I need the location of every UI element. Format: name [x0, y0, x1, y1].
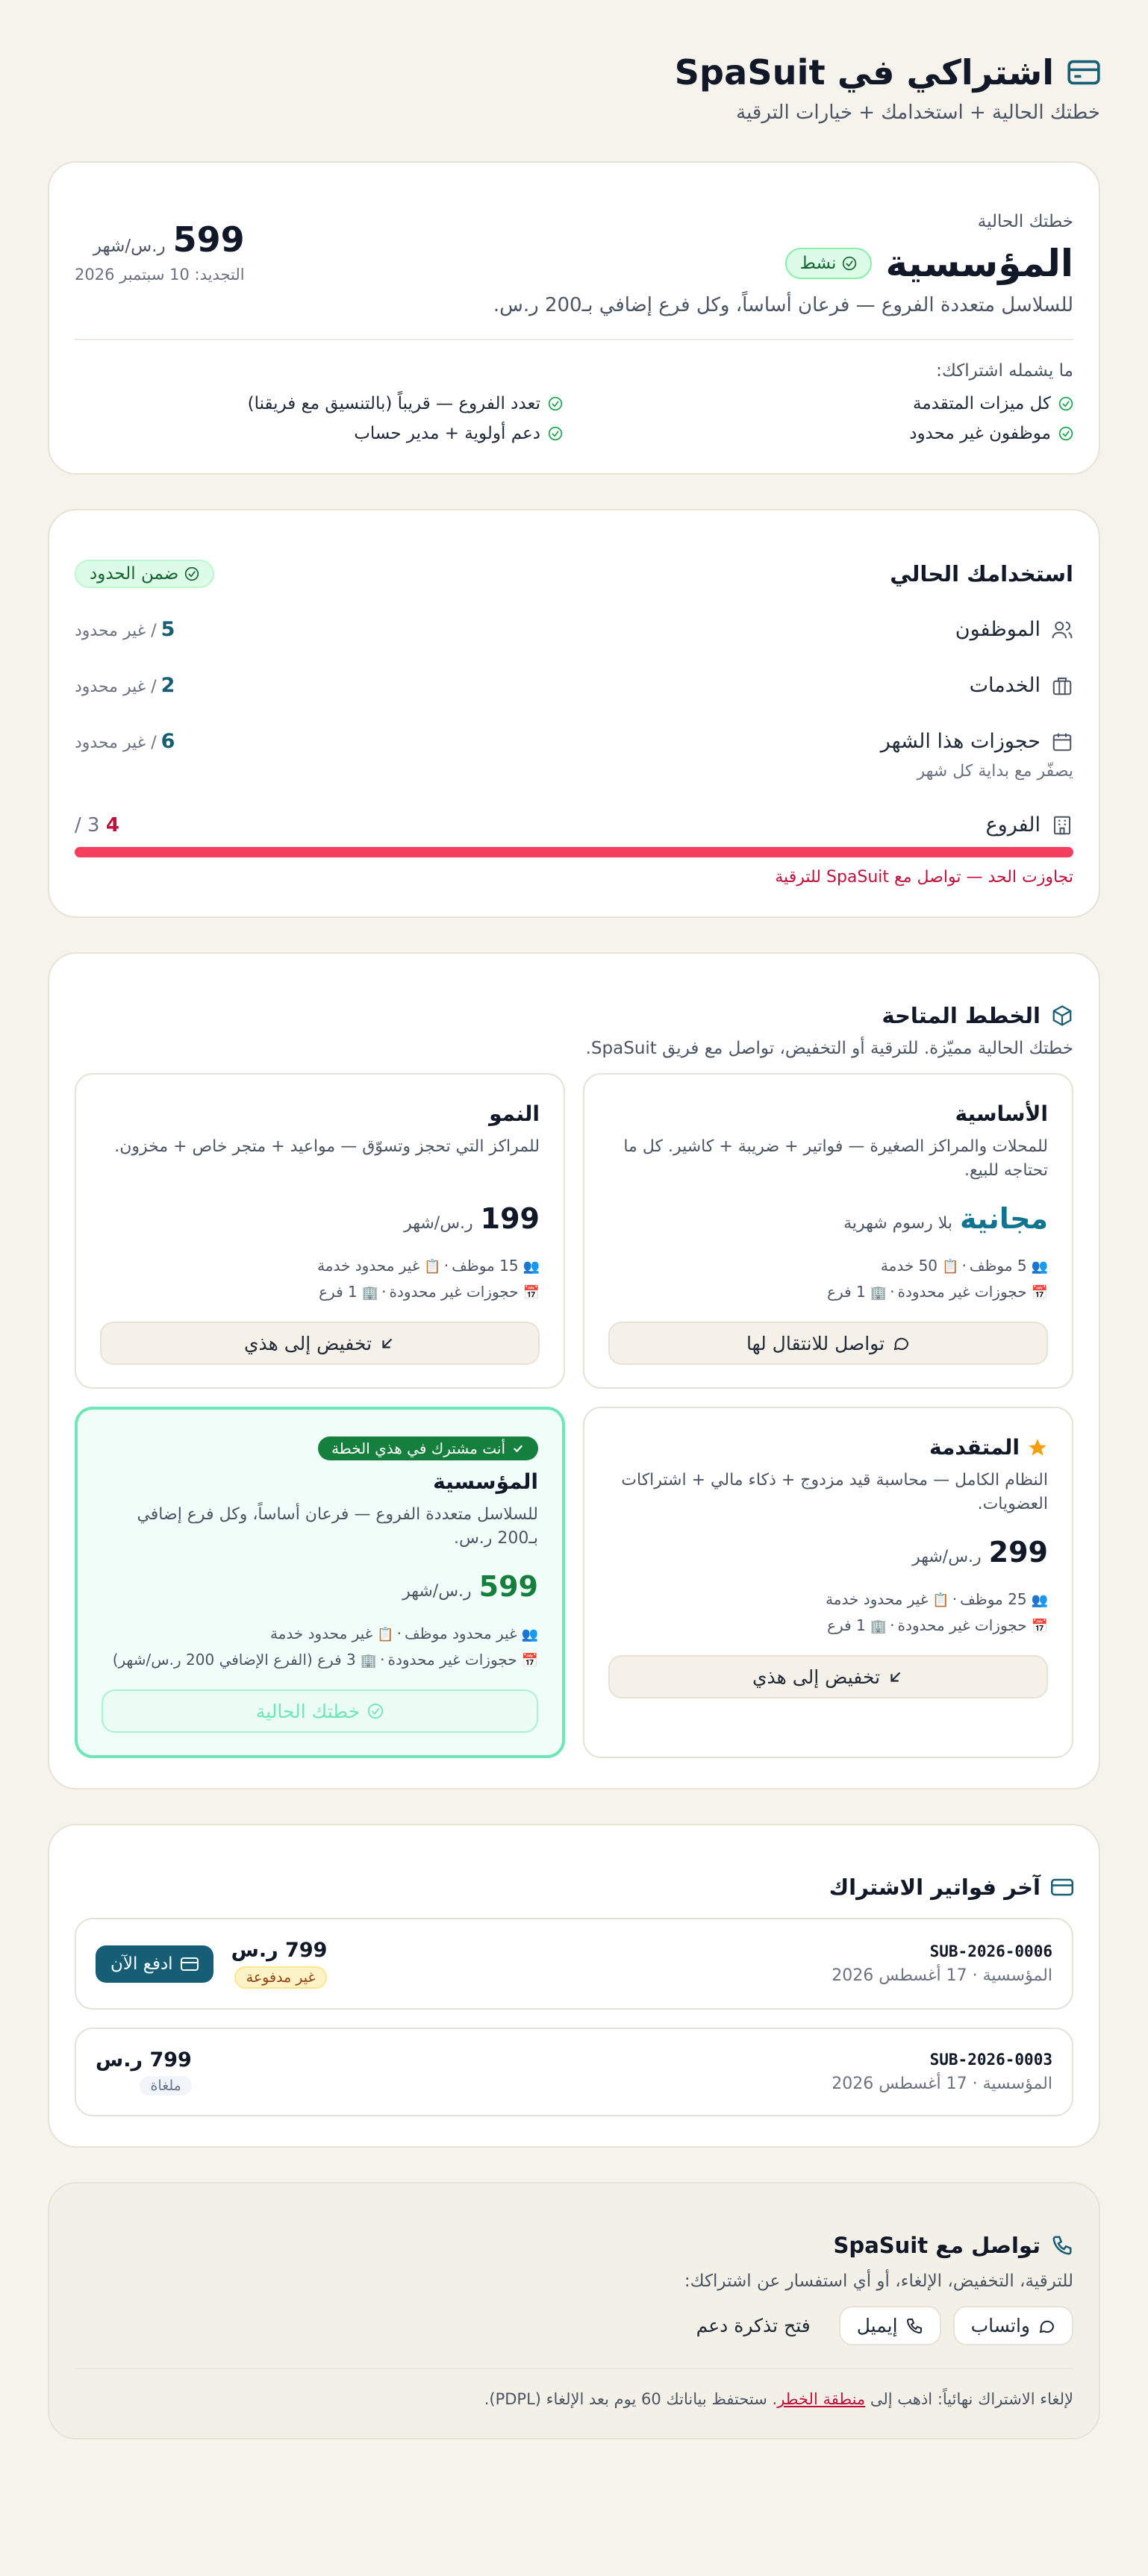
- page-header: [48, 52, 1100, 93]
- plan-card-growth: [75, 1073, 565, 1389]
- credit-card-icon: [181, 1957, 199, 1972]
- feature-label: موظفون غير محدود: [909, 424, 1051, 443]
- button-label: تخفيض إلى هذي: [752, 1666, 881, 1688]
- arrow-down-left-icon: [887, 1669, 904, 1685]
- contact-subtitle: للترقية، التخفيض، الإلغاء، أو أي استفسار عن اشتراكك:: [684, 2272, 1073, 2291]
- plan-limit-bookings: حجوزات غير محدودة: [387, 1651, 517, 1669]
- clipboard-icon: 📋: [942, 1259, 959, 1275]
- plan-limits: 👥غير محدود موظف·📋غير محدود خدمة 📅حجوزات غير محدودة·🏢3 فرع (الفرع الإضافي 200 ر.س/شهر): [112, 1625, 538, 1669]
- contact-title-label: تواصل مع SpaSuit: [833, 2233, 1041, 2258]
- usage-count: 2: [160, 674, 175, 697]
- price-amount: 599: [172, 219, 245, 260]
- briefcase-icon: [1051, 675, 1073, 697]
- feature-label: تعدد الفروع — قريباً (بالتنسيق مع فريقنا): [247, 394, 540, 413]
- current-plan-badge: [318, 1437, 538, 1460]
- invoice-number: SUB-2026-0006: [929, 1942, 1052, 1960]
- plan-name: المؤسسية: [433, 1469, 538, 1494]
- feature-list: [75, 394, 1073, 443]
- calendar-icon: 📅: [522, 1285, 540, 1301]
- plan-limit-staff: 25 موظف: [960, 1590, 1027, 1608]
- plan-limit-branches: 3 فرع (الفرع الإضافي 200 ر.س/شهر): [112, 1651, 356, 1669]
- plan-price-unit: بلا رسوم شهرية: [843, 1214, 952, 1233]
- cancel-note: [75, 2390, 1073, 2408]
- plans-subtitle: خطتك الحالية مميّزة. للترقية أو التخفيض، تواصل مع فريق SpaSuit.: [585, 1039, 1073, 1058]
- usage-label: الخدمات: [969, 674, 1041, 697]
- usage-label: الفروع: [985, 813, 1041, 837]
- current-plan-badge-label: أنت مشترك في هذي الخطة: [331, 1439, 505, 1457]
- check-circle-icon: [548, 396, 563, 411]
- plan-limit-services: غير محدود خدمة: [269, 1625, 373, 1642]
- invoice-row: [75, 1918, 1073, 2010]
- star-icon: [1027, 1437, 1048, 1458]
- usage-value: [75, 730, 175, 753]
- plan-limit-bookings: حجوزات غير محدودة: [897, 1616, 1027, 1634]
- plan-name: المتقدمة: [929, 1435, 1020, 1460]
- plan-limit-staff: غير محدود موظف: [404, 1625, 517, 1642]
- plan-description: للسلاسل متعددة الفروع — فرعان أساساً، وكل فرع إضافي بـ200 ر.س.: [137, 1505, 538, 1548]
- divider: [75, 2368, 1073, 2369]
- button-label: واتساب: [970, 2315, 1030, 2336]
- usage-row-branches: [75, 813, 1073, 837]
- downgrade-button[interactable]: [100, 1322, 540, 1365]
- usage-limit: / غير محدود: [75, 622, 157, 640]
- usage-value: [75, 674, 175, 697]
- plan-limit-services: 50 خدمة: [880, 1257, 938, 1275]
- calendar-icon: [1051, 731, 1073, 753]
- plan-price: مجانية: [959, 1202, 1048, 1235]
- plan-description: للمحلات والمراكز الصغيرة — فواتير + ضريبة + كاشير. كل ما تحتاجه للبيع.: [623, 1137, 1048, 1180]
- plan-card-basic: [583, 1073, 1073, 1389]
- usage-row-bookings: [75, 730, 1073, 753]
- plan-price-unit: ر.س/شهر: [912, 1548, 982, 1566]
- plan-limit-branches: 1 فرع: [827, 1283, 866, 1301]
- usage-count: 4: [105, 813, 119, 837]
- invoice-row: [75, 2028, 1073, 2116]
- plan-price: 199: [480, 1202, 540, 1235]
- plans-card: [48, 952, 1100, 1789]
- invoice-details: المؤسسية · 17 أغسطس 2026: [832, 1966, 1052, 1985]
- plans-title-label: الخطط المتاحة: [882, 1003, 1041, 1028]
- plan-limit-staff: 5 موظف: [969, 1257, 1027, 1275]
- check-circle-icon: [184, 566, 199, 581]
- usage-limit: / غير محدود: [75, 734, 157, 752]
- check-circle-icon: [1058, 396, 1073, 411]
- cancel-note-text-end: . ستحتفظ بياناتك 60 يوم بعد الإلغاء (PDPL).: [484, 2390, 778, 2408]
- contact-card: [48, 2182, 1100, 2439]
- plan-card-advanced: [583, 1407, 1073, 1758]
- chat-bubble-icon: [1038, 2317, 1055, 2335]
- plan-limit-branches: 1 فرع: [319, 1283, 358, 1301]
- clipboard-icon: 📋: [932, 1592, 949, 1608]
- invoice-amount: 799 ر.س: [231, 1939, 328, 1962]
- button-label: ادفع الآن: [110, 1954, 173, 1974]
- package-icon: [1051, 1004, 1073, 1027]
- price-unit: ر.س/شهر: [93, 237, 166, 256]
- credit-card-icon: [1051, 1878, 1073, 1897]
- calendar-icon: 📅: [1031, 1285, 1048, 1301]
- building-icon: 🏢: [870, 1619, 887, 1634]
- danger-zone-link[interactable]: منطقة الخطر: [777, 2390, 866, 2408]
- phone-icon: [1051, 2234, 1073, 2257]
- status-badge-label: نشط: [799, 254, 837, 273]
- plan-description: النظام الكامل — محاسبة قيد مزدوج + ذكاء مالي + اشتراكات العضويات.: [621, 1471, 1048, 1513]
- clipboard-icon: 📋: [424, 1259, 441, 1275]
- feature-item: [75, 394, 563, 413]
- plan-price-unit: ر.س/شهر: [404, 1214, 473, 1233]
- button-label: خطتك الحالية: [255, 1700, 361, 1722]
- status-badge: [785, 248, 873, 279]
- check-icon: [511, 1442, 525, 1455]
- usage-label: حجوزات هذا الشهر: [880, 730, 1041, 753]
- usage-value: [75, 618, 175, 641]
- building-icon: 🏢: [870, 1285, 887, 1301]
- whatsapp-button[interactable]: [953, 2306, 1073, 2345]
- current-plan-card: [48, 161, 1100, 475]
- usage-label: الموظفون: [955, 618, 1041, 641]
- plans-title: [75, 1003, 1073, 1028]
- branches-progress-bar: [75, 847, 1073, 857]
- current-plan-name: المؤسسية: [885, 242, 1073, 285]
- usage-card: [48, 509, 1100, 918]
- phone-icon: [905, 2317, 923, 2335]
- plan-limit-staff: 15 موظف: [452, 1257, 519, 1275]
- plan-limits: 👥5 موظف·📋50 خدمة 📅حجوزات غير محدودة·🏢1 فرع: [827, 1257, 1048, 1301]
- support-ticket-button[interactable]: [680, 2307, 827, 2344]
- feature-label: كل ميزات المتقدمة: [913, 394, 1051, 413]
- page-title: اشتراكي في SpaSuit: [674, 52, 1054, 93]
- usage-count: 6: [160, 730, 175, 753]
- clipboard-icon: 📋: [377, 1627, 394, 1642]
- check-circle-icon: [548, 426, 563, 441]
- people-icon: 👥: [1031, 1592, 1048, 1608]
- invoice-details: المؤسسية · 17 أغسطس 2026: [832, 2075, 1052, 2093]
- usage-reset-note: يصفّر مع بداية كل شهر: [917, 762, 1073, 781]
- invoice-number: SUB-2026-0003: [929, 2051, 1052, 2069]
- building-icon: 🏢: [360, 1653, 378, 1669]
- plan-limit-bookings: حجوزات غير محدودة: [897, 1283, 1027, 1301]
- invoice-amount: 799 ر.س: [96, 2048, 192, 2072]
- chat-bubble-icon: [892, 1334, 910, 1352]
- plan-limit-bookings: حجوزات غير محدودة: [389, 1283, 519, 1301]
- plan-limit-branches: 1 فرع: [827, 1616, 866, 1634]
- invoices-title: [75, 1875, 1073, 1900]
- includes-title: ما يشمله اشتراكك:: [936, 361, 1073, 381]
- people-icon: 👥: [1031, 1259, 1048, 1275]
- usage-count: 5: [160, 618, 175, 641]
- feature-item: [585, 424, 1073, 443]
- building-icon: [1051, 814, 1073, 837]
- button-label: إيميل: [856, 2315, 898, 2336]
- contact-switch-button[interactable]: [608, 1322, 1048, 1365]
- plan-limits: 👥25 موظف·📋غير محدود خدمة 📅حجوزات غير محدودة·🏢1 فرع: [826, 1590, 1048, 1634]
- plan-description: للمراكز التي تحجز وتسوّق — مواعيد + متجر خاص + مخزون.: [114, 1137, 540, 1156]
- plan-price-unit: ر.س/شهر: [402, 1582, 472, 1601]
- people-icon: 👥: [522, 1259, 540, 1275]
- usage-row-staff: [75, 618, 1073, 641]
- feature-item: [585, 394, 1073, 413]
- building-icon: 🏢: [361, 1285, 379, 1301]
- current-plan-button: [102, 1689, 538, 1733]
- plan-limits: 👥15 موظف·📋غير محدود خدمة 📅حجوزات غير محدودة·🏢1 فرع: [317, 1257, 540, 1301]
- feature-item: [75, 424, 563, 443]
- usage-limit: / غير محدود: [75, 678, 157, 696]
- calendar-icon: 📅: [521, 1653, 538, 1669]
- contact-title: [75, 2233, 1073, 2258]
- current-plan-description: للسلاسل متعددة الفروع — فرعان أساساً، وكل فرع إضافي بـ200 ر.س.: [493, 294, 1073, 316]
- button-label: فتح تذكرة دعم: [696, 2315, 811, 2336]
- usage-limit: 3 /: [75, 813, 100, 837]
- check-circle-icon: [842, 256, 857, 271]
- current-plan-price: [75, 212, 245, 284]
- users-icon: [1051, 619, 1073, 641]
- downgrade-button[interactable]: [608, 1655, 1048, 1698]
- cancel-note-text: لإلغاء الاشتراك نهائياً: اذهب إلى: [865, 2390, 1073, 2408]
- divider: [75, 339, 1073, 340]
- usage-value: [75, 814, 119, 837]
- check-circle-icon: [367, 1703, 384, 1719]
- plan-price: 299: [988, 1536, 1048, 1569]
- plan-price: 599: [478, 1570, 538, 1603]
- page-subtitle: خطتك الحالية + استخدامك + خيارات الترقية: [736, 101, 1100, 124]
- arrow-down-left-icon: [379, 1335, 396, 1351]
- plan-limit-services: غير محدود خدمة: [317, 1257, 420, 1275]
- email-button[interactable]: [839, 2306, 941, 2345]
- invoices-title-label: آخر فواتير الاشتراك: [829, 1875, 1041, 1900]
- plan-limit-services: غير محدود خدمة: [826, 1590, 929, 1608]
- people-icon: 👥: [521, 1627, 538, 1642]
- invoice-status-badge: غير مدفوعة: [234, 1966, 328, 1989]
- usage-title: استخدامك الحالي: [890, 561, 1073, 587]
- pay-now-button[interactable]: [96, 1945, 213, 1983]
- plan-name: الأساسية: [955, 1101, 1048, 1126]
- current-plan-info: [493, 212, 1073, 316]
- button-label: تخفيض إلى هذي: [243, 1332, 372, 1354]
- renewal-date: التجديد: 10 سبتمبر 2026: [75, 266, 245, 284]
- usage-row-services: [75, 674, 1073, 697]
- usage-status-label: ضمن الحدود: [90, 564, 179, 584]
- current-plan-label: خطتك الحالية: [977, 212, 1073, 231]
- feature-label: دعم أولوية + مدير حساب: [354, 424, 540, 443]
- plan-name: النمو: [489, 1101, 540, 1126]
- plan-name-row: [608, 1435, 1048, 1460]
- check-circle-icon: [1058, 426, 1073, 441]
- over-limit-note: تجاوزت الحد — تواصل مع SpaSuit للترقية: [775, 868, 1073, 887]
- usage-status-badge: [75, 560, 214, 588]
- credit-card-icon: [1067, 59, 1100, 86]
- invoice-status-badge: ملغاة: [140, 2076, 191, 2095]
- button-label: تواصل للانتقال لها: [746, 1332, 885, 1354]
- plan-card-enterprise: [75, 1407, 565, 1758]
- calendar-icon: 📅: [1031, 1619, 1048, 1634]
- invoices-card: [48, 1824, 1100, 2148]
